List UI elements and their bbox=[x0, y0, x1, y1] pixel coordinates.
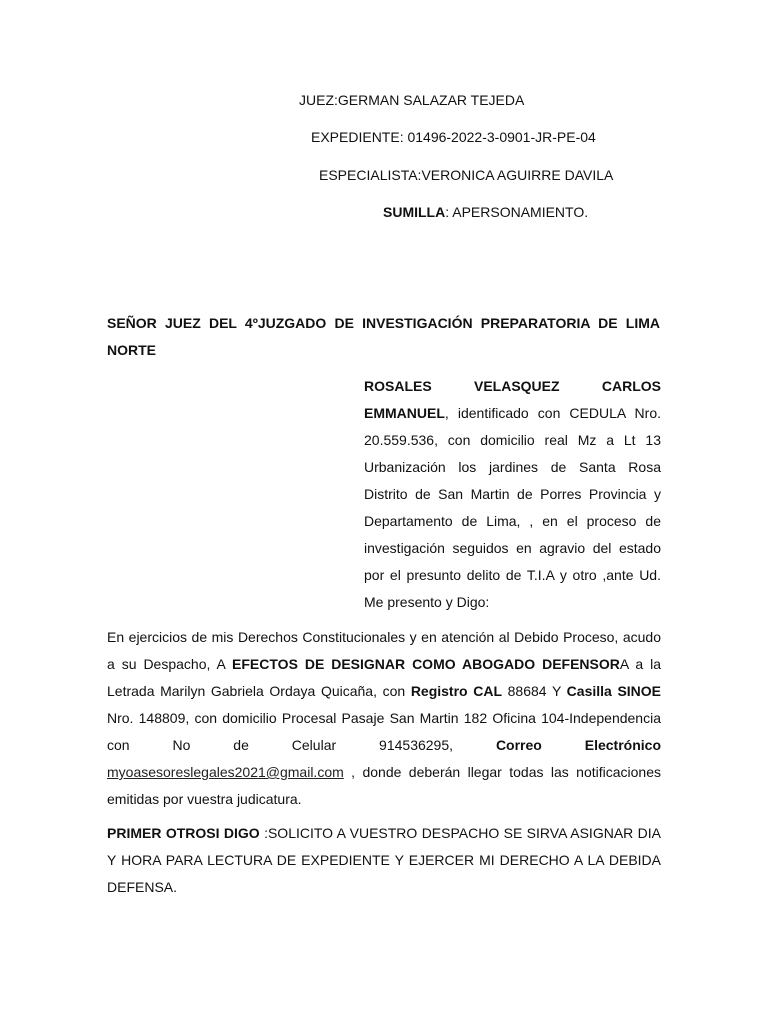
summary-label: SUMILLA bbox=[383, 204, 446, 220]
petitioner-name: ROSALES VELASQUEZ CARLOS EMMANUEL bbox=[364, 378, 661, 421]
intro-text: , identificado con CEDULA Nro. 20.559.536, con domicilio real Mz a Lt 13 Urbanización los jardines de Santa Rosa Distrito de San Martin de Porres Provincia y Departamento de Lima, , en el proceso de investigación seguidos en agravio del estado por el presunto delito de T.I.A y otro ,ante Ud. Me presento y Digo: bbox=[364, 405, 661, 610]
otrosi-text: :SOLICITO A VUESTRO DESPACHO SE SIRVA ASIGNAR DIA Y HORA PARA LECTURA DE EXPEDIENTE Y EJERCER MI DERECHO A LA DEBIDA DEFENSA. bbox=[107, 825, 661, 895]
summary-value: : APERSONAMIENTO. bbox=[445, 204, 589, 220]
main-bold-2: Registro CAL bbox=[410, 683, 503, 699]
otrosi-paragraph bbox=[107, 820, 661, 901]
summary-line bbox=[383, 203, 588, 221]
case-file-line: EXPEDIENTE: 01496-2022-3-0901-JR-PE-04 bbox=[311, 129, 596, 145]
main-paragraph bbox=[107, 624, 661, 813]
email-link[interactable]: myoasesoreslegales2021@gmail.com bbox=[107, 764, 344, 780]
main-text-5: , donde deberán llegar todas las notificaciones emitidas por vuestra judicatura. bbox=[107, 764, 661, 807]
main-text-2: A a la Letrada Marilyn Gabriela Ordaya Quicaña, con bbox=[107, 656, 661, 699]
main-text-3: 88684 Y bbox=[502, 683, 567, 699]
main-text-1: En ejercicios de mis Derechos Constitucionales y en atención al Debido Proceso, acudo a su Despacho, A bbox=[107, 629, 661, 672]
main-bold-1: EFECTOS DE DESIGNAR COMO ABOGADO DEFENSOR bbox=[232, 656, 620, 672]
main-text-4: Nro. 148809, con domicilio Procesal Pasaje San Martin 182 Oficina 104-Independencia con No de Celular 914536295, bbox=[107, 710, 661, 753]
main-bold-3: Casilla SINOE bbox=[566, 683, 662, 699]
main-bold-4: Correo Electrónico bbox=[495, 737, 661, 753]
specialist-line: ESPECIALISTA:VERONICA AGUIRRE DAVILA bbox=[319, 167, 614, 183]
otrosi-label: PRIMER OTROSI DIGO bbox=[107, 825, 260, 841]
intro-paragraph bbox=[364, 373, 661, 616]
judge-line: JUEZ:GERMAN SALAZAR TEJEDA bbox=[299, 92, 525, 108]
addressee-heading: SEÑOR JUEZ DEL 4ºJUZGADO DE INVESTIGACIÓN PREPARATORIA DE LIMA NORTE bbox=[107, 315, 660, 358]
